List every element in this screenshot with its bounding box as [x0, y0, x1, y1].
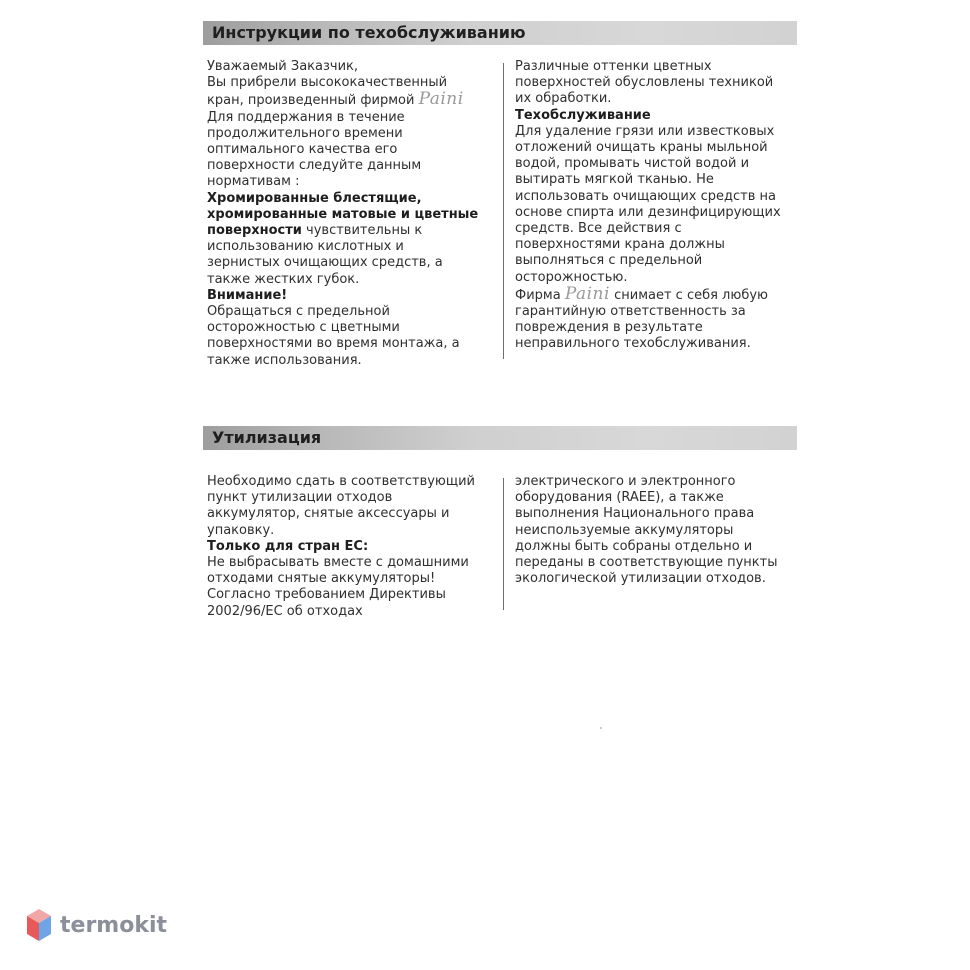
text-line: [207, 91, 497, 109]
text-line: зернистых очищающих средств, а: [207, 255, 443, 271]
maintenance-header-bar: [203, 21, 797, 45]
text-line: отходами снятые аккумуляторы!: [207, 571, 436, 587]
text-line: пункт утилизации отходов: [207, 490, 393, 506]
column-divider: [503, 478, 504, 610]
text-line: электрического и электронного: [515, 474, 736, 489]
text-line: поверхностями во время монтажа, а: [207, 336, 460, 352]
text-line: повреждения в результате: [515, 320, 703, 336]
text-line: Для поддержания в течение: [207, 109, 405, 125]
bold-heading: поверхности: [207, 223, 302, 239]
text-line: поверхностей обусловлены техникой: [515, 75, 774, 91]
text-fragment: чувствительны к: [301, 223, 423, 239]
text-line: вытирать мягкой тканью. Не: [515, 172, 714, 188]
text-line: Не выбрасывать вместе с домашними: [207, 555, 469, 571]
termokit-logo-text: termokit: [60, 912, 168, 938]
bold-heading: Только для стран ЕС:: [207, 538, 369, 554]
text-line: неправильного техобслуживания.: [515, 336, 751, 352]
text-line: осторожностью.: [515, 269, 628, 285]
text-line: также использования.: [207, 352, 362, 368]
termokit-watermark: [26, 907, 167, 943]
text-line: продолжительного времени: [207, 125, 403, 141]
bold-heading: Техобслуживание: [515, 107, 651, 123]
text-line: [515, 283, 805, 304]
text-line: гарантийную ответственность за: [515, 304, 746, 320]
bold-heading: хромированные матовые и цветные: [207, 206, 479, 222]
maintenance-title: Инструкции по техобслуживанию: [212, 23, 526, 42]
column-divider: [503, 63, 504, 359]
text-line: Обращаться с предельной: [207, 304, 390, 320]
text-fragment: Фирма: [515, 287, 561, 303]
bold-heading: Внимание!: [207, 287, 288, 303]
text-line: упаковку.: [207, 522, 275, 538]
text-line: также жестких губок.: [207, 271, 360, 287]
paini-brand: Paini: [564, 283, 610, 304]
disposal-header-bar: [203, 426, 797, 450]
text-line: выполняться с предельной: [515, 253, 703, 269]
text-line: оптимального качества его: [207, 142, 398, 158]
text-line: Для удаление грязи или известковых: [515, 123, 775, 139]
text-line: экологической утилизации отходов.: [515, 571, 766, 587]
text-line: оборудования (RAEE), а также: [515, 490, 724, 506]
text-fragment: снимает с себя любую: [614, 287, 768, 303]
text-line: Уважаемый Заказчик,: [207, 59, 359, 74]
text-line: поверхности следуйте данным: [207, 158, 422, 174]
text-line: [207, 223, 497, 239]
text-line: поверхностями крана должны: [515, 237, 725, 253]
text-line: использовать очищающих средств на: [515, 188, 777, 204]
text-line: использованию кислотных и: [207, 239, 404, 255]
text-line: аккумулятор, снятые аксессуары и: [207, 506, 450, 522]
text-line: Вы прибрели высококачественный: [207, 75, 448, 91]
speck: [600, 727, 602, 729]
text-line: 2002/96/ЕС об отходах: [207, 603, 363, 619]
text-line: выполнения Национального права: [515, 506, 755, 522]
disposal-right-column: [515, 474, 805, 587]
text-line: средств. Все действия с: [515, 221, 682, 237]
text-line: нормативам :: [207, 174, 300, 190]
disposal-title: Утилизация: [212, 428, 322, 447]
text-line: Согласно требованием Директивы: [207, 587, 446, 603]
paini-brand: Paini: [418, 89, 464, 110]
text-line: их обработки.: [515, 91, 612, 107]
termokit-logo-icon: [26, 907, 52, 943]
maintenance-left-column: [207, 59, 497, 369]
text-line: основе спирта или дезинфицирующих: [515, 204, 781, 220]
text-line: Необходимо сдать в соответствующий: [207, 474, 476, 489]
text-line: неиспользуемые аккумуляторы: [515, 522, 734, 538]
text-line: должны быть собраны отдельно и: [515, 538, 753, 554]
bold-heading: Хромированные блестящие,: [207, 190, 422, 206]
disposal-left-column: [207, 474, 497, 620]
text-line: переданы в соответствующие пункты: [515, 555, 778, 571]
text-line: водой, промывать чистой водой и: [515, 156, 750, 172]
text-line: Различные оттенки цветных: [515, 59, 712, 74]
text-line: отложений очищать краны мыльной: [515, 140, 768, 156]
text-fragment: кран, произведенный фирмой: [207, 93, 415, 109]
text-line: осторожностью с цветными: [207, 320, 400, 336]
maintenance-right-column: [515, 59, 805, 353]
